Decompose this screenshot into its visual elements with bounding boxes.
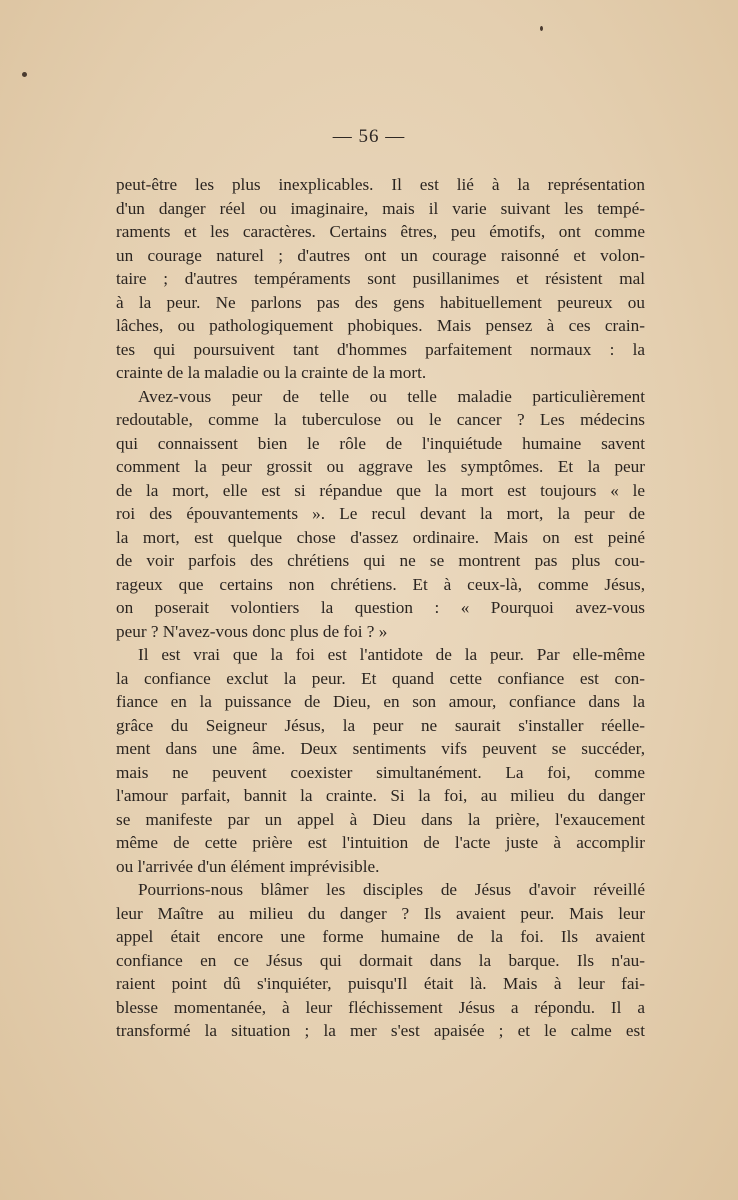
text-line: confiance en ce Jésus qui dormait dans la barque. Ils n'au- — [116, 950, 645, 970]
text-line: un courage naturel ; d'autres ont un courage raisonné et volon- — [116, 245, 645, 265]
text-line: même de cette prière est l'intuition de l'acte juste à accomplir — [116, 833, 645, 852]
text-line: la confiance exclut la peur. Et quand cette confiance est con- — [116, 668, 645, 688]
text-line: raient point dû s'inquiéter, puisqu'Il était là. Mais à leur fai- — [116, 974, 645, 993]
ink-speck — [540, 26, 543, 31]
text-line: ou l'arrivée d'un élément imprévisible. — [116, 856, 380, 876]
text-line: transformé la situation ; la mer s'est apaisée ; et le calme est — [116, 1021, 645, 1040]
text-line: raments et les caractères. Certains êtres, peu émotifs, ont comme — [116, 222, 645, 241]
text-line: qui connaissent bien le rôle de l'inquiétude humaine savent — [116, 433, 645, 453]
text-line: mais ne peuvent coexister simultanément. La foi, comme — [116, 762, 645, 782]
paragraph — [116, 643, 645, 878]
text-line: Avez-vous peur de telle ou telle maladie particulièrement — [138, 386, 645, 406]
text-line: appel était encore une forme humaine de la foi. Ils avaient — [116, 927, 645, 946]
paragraph — [116, 878, 645, 1043]
text-line: Il est vrai que la foi est l'antidote de la peur. Par elle-même — [138, 645, 645, 664]
text-line: fiance en la puissance de Dieu, en son amour, confiance dans la — [116, 692, 645, 711]
text-line: on poserait volontiers la question : « Pourquoi avez-vous — [116, 598, 645, 617]
text-line: l'amour parfait, bannit la crainte. Si la foi, au milieu du danger — [116, 786, 645, 805]
text-line: la mort, est quelque chose d'assez ordinaire. Mais on est peiné — [116, 527, 645, 547]
text-line: ment dans une âme. Deux sentiments vifs peuvent se succéder, — [116, 739, 645, 758]
text-line: tes qui poursuivent tant d'hommes parfaitement normaux : la — [116, 339, 645, 359]
paragraph — [116, 385, 645, 644]
text-line: de voir parfois des chrétiens qui ne se montrent pas plus cou- — [116, 551, 645, 570]
text-line: peur ? N'avez-vous donc plus de foi ? » — [116, 621, 388, 641]
text-line: blesse momentanée, à leur fléchissement Jésus a répondu. Il a — [116, 997, 645, 1017]
text-line: se manifeste par un appel à Dieu dans la prière, l'exaucement — [116, 809, 645, 829]
body-text — [116, 173, 645, 1043]
text-line: rageux que certains non chrétiens. Et à ceux-là, comme Jésus, — [116, 574, 645, 594]
page-number: — 56 — — [332, 126, 406, 147]
text-line: grâce du Seigneur Jésus, la peur ne saurait s'installer réelle- — [116, 715, 645, 735]
text-line: comment la peur grossit ou aggrave les symptômes. Et la peur — [116, 457, 645, 476]
text-line: leur Maître au milieu du danger ? Ils avaient peur. Mais leur — [116, 903, 645, 923]
text-line: roi des épouvantements ». Le recul devant la mort, la peur de — [116, 504, 645, 523]
text-line: crainte de la maladie ou la crainte de la mort. — [116, 363, 427, 382]
text-line: Pourrions-nous blâmer les disciples de Jésus d'avoir réveillé — [138, 880, 645, 899]
text-line: lâches, ou pathologiquement phobiques. Mais pensez à ces crain- — [116, 316, 645, 335]
text-line: peut-être les plus inexplicables. Il est lié à la représentation — [116, 175, 645, 194]
text-line: à la peur. Ne parlons pas des gens habituellement peureux ou — [116, 292, 645, 312]
text-line: redoutable, comme la tuberculose ou le cancer ? Les médecins — [116, 410, 645, 429]
ink-speck — [22, 72, 27, 77]
text-line: de la mort, elle est si répandue que la mort est toujours « le — [116, 480, 645, 500]
text-line: d'un danger réel ou imaginaire, mais il varie suivant les tempé- — [116, 198, 645, 218]
paragraph — [116, 173, 645, 385]
text-line: taire ; d'autres tempéraments sont pusillanimes et résistent mal — [116, 269, 645, 288]
